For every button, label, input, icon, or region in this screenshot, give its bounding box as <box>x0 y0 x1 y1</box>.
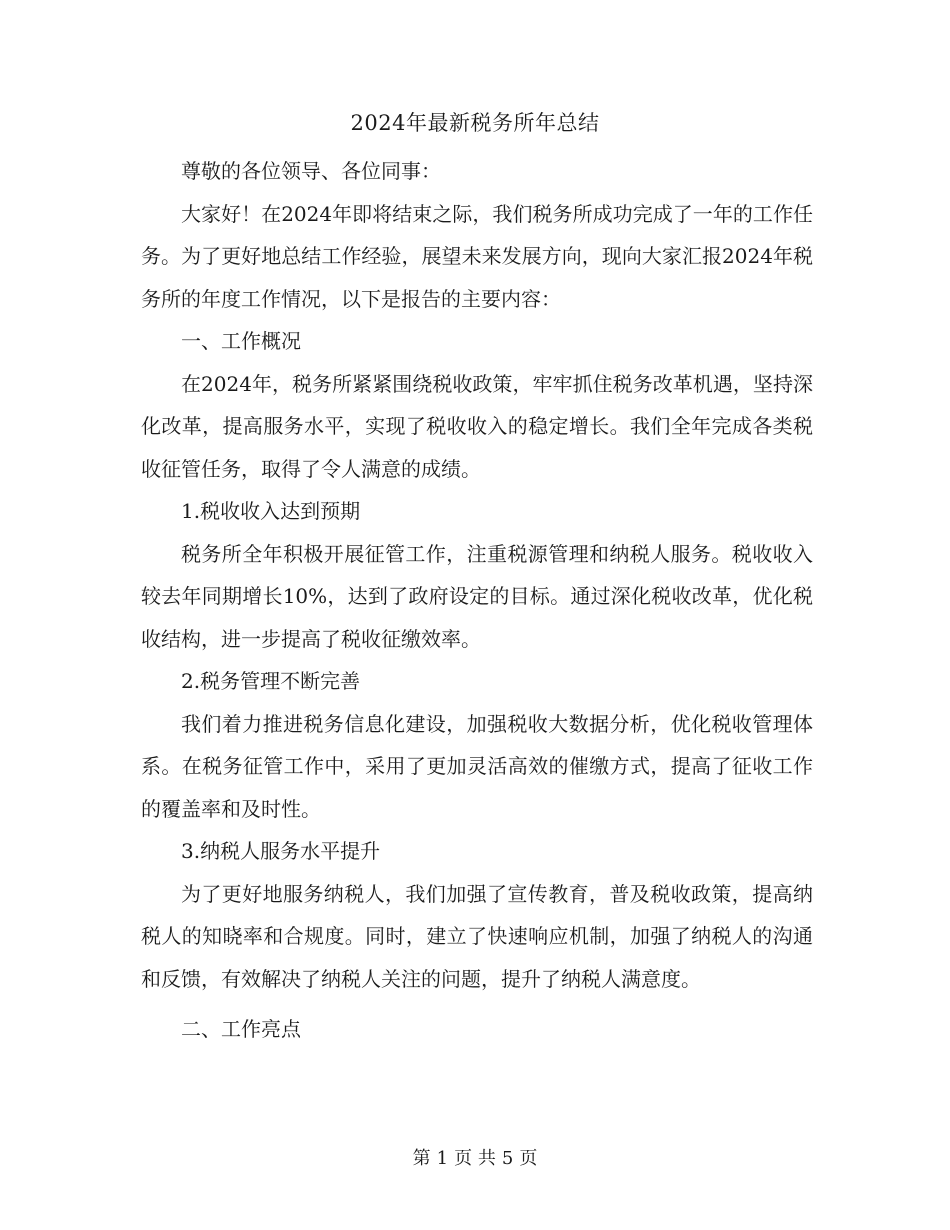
subheading-revenue: 1.税收收入达到预期 <box>181 499 361 523</box>
document-body <box>141 150 813 1051</box>
service-paragraph: 为了更好地服务纳税人，我们加强了宣传教育，普及税收政策，提高纳税人的知晓率和合规度。同时，建立了快速响应机制，加强了纳税人的沟通和反馈，有效解决了纳税人关注的问题，提升了纳税人满意度。 <box>141 881 813 991</box>
revenue-paragraph: 税务所全年积极开展征管工作，注重税源管理和纳税人服务。税收收入较去年同期增长10%，达到了政府设定的目标。通过深化税收改革，优化税收结构，进一步提高了税收征缴效率。 <box>141 541 813 651</box>
salutation: 尊敬的各位领导、各位同事： <box>181 159 441 183</box>
subheading-management: 2.税务管理不断完善 <box>181 669 361 693</box>
overview-paragraph: 在2024年，税务所紧紧围绕税收政策，牢牢抓住税务改革机遇，坚持深化改革，提高服务水平，实现了税收收入的稳定增长。我们全年完成各类税收征管任务，取得了令人满意的成绩。 <box>141 371 813 481</box>
page-current: 1 <box>436 1148 449 1169</box>
page-label-prefix: 第 <box>412 1148 431 1169</box>
subheading-service: 3.纳税人服务水平提升 <box>181 839 381 863</box>
intro-paragraph: 大家好！在2024年即将结束之际，我们税务所成功完成了一年的工作任务。为了更好地总结工作经验，展望未来发展方向，现向大家汇报2024年税务所的年度工作情况，以下是报告的主要内容： <box>141 201 813 311</box>
section-heading-overview: 一、工作概况 <box>181 329 301 353</box>
page-total: 5 <box>501 1148 514 1169</box>
page-label-suffix: 页 <box>519 1148 538 1169</box>
page-label-mid: 页 共 <box>454 1148 496 1169</box>
management-paragraph: 我们着力推进税务信息化建设，加强税收大数据分析，优化税收管理体系。在税务征管工作中，采用了更加灵活高效的催缴方式，提高了征收工作的覆盖率和及时性。 <box>141 711 813 821</box>
document-title: 2024年最新税务所年总结 <box>350 111 600 135</box>
section-heading-highlights: 二、工作亮点 <box>181 1017 301 1041</box>
page-number-footer <box>0 1144 950 1174</box>
